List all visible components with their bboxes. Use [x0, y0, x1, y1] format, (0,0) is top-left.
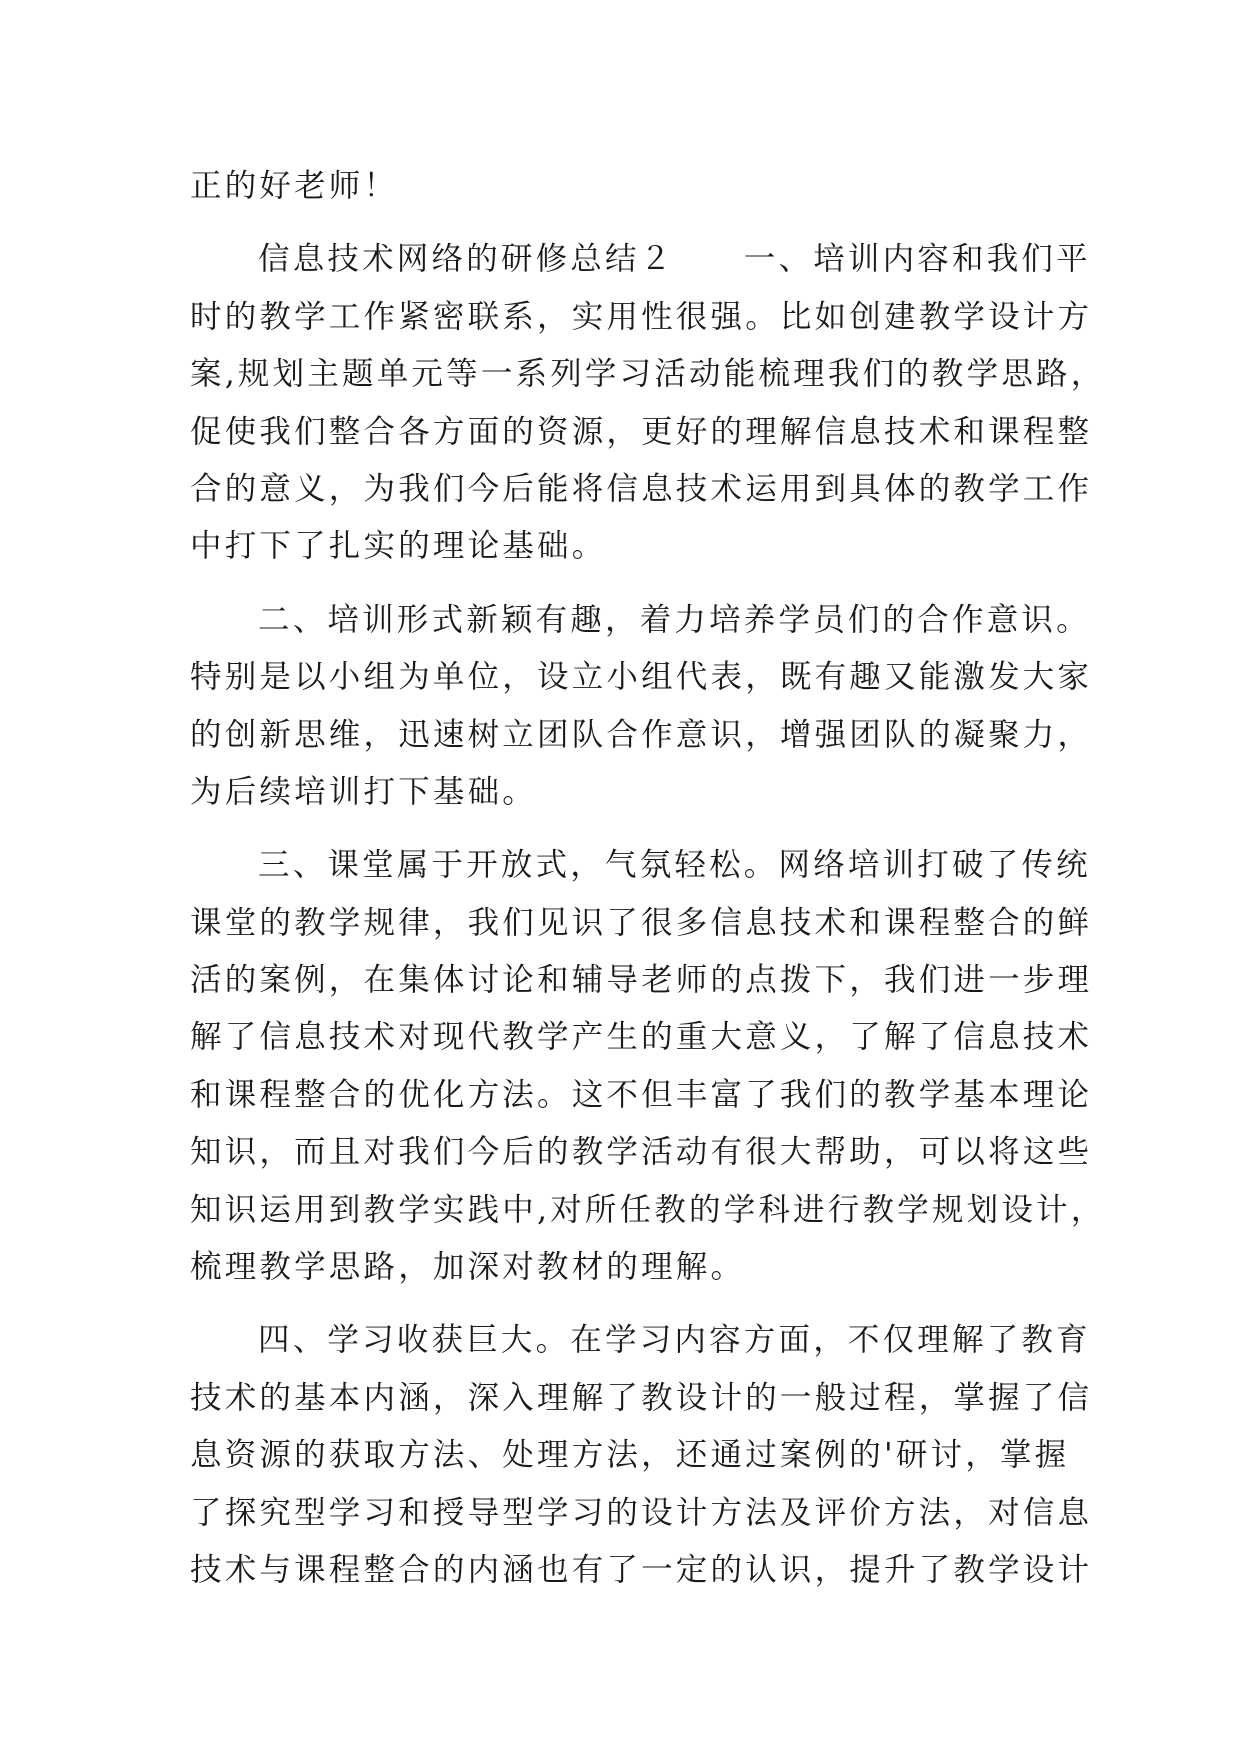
text-line: 知识，而且对我们今后的教学活动有很大帮助，可以将这些 [190, 1134, 1093, 1171]
text-line: 中打下了扎实的理论基础。 [190, 528, 607, 565]
paragraph-gap [190, 821, 1070, 837]
text-line: 合的意义，为我们今后能将信息技术运用到具体的教学工作 [190, 470, 1093, 507]
text-line: 和课程整合的优化方法。这不但丰富了我们的教学基本理论 [190, 1076, 1093, 1113]
paragraph-gap [190, 576, 1070, 592]
paragraph-first-line: 三、课堂属于开放式，气氛轻松。网络培训打破了传统 [258, 847, 1091, 884]
text-line: 案,规划主题单元等一系列学习活动能梳理我们的教学思路， [190, 356, 1106, 393]
text-line: 知识运用到教学实践中,对所任教的学科进行教学规划设计， [190, 1191, 1106, 1228]
document-body [190, 158, 1106, 1599]
paragraph-gap [190, 1296, 1070, 1312]
text-line: 活的案例，在集体讨论和辅导老师的点拨下，我们进一步理 [190, 962, 1093, 999]
text-line: 时的教学工作紧密联系，实用性很强。比如创建教学设计方 [190, 298, 1093, 335]
paragraph-first-line: 二、培训形式新颖有趣，着力培养学员们的合作意识。 [258, 601, 1091, 638]
text-line: 息资源的获取方法、处理方法，还通过案例的'研讨，掌握 [190, 1437, 1070, 1474]
text-line: 特别是以小组为单位，设立小组代表，既有趣又能激发大家 [190, 659, 1093, 696]
text-line: 的创新思维，迅速树立团队合作意识，增强团队的凝聚力， [190, 716, 1093, 753]
text-line: 课堂的教学规律，我们见识了很多信息技术和课程整合的鲜 [190, 904, 1093, 941]
paragraph-first-line: 四、学习收获巨大。在学习内容方面，不仅理解了教育 [258, 1322, 1091, 1359]
text-line: 技术的基本内涵，深入理解了教设计的一般过程，掌握了信 [190, 1379, 1093, 1416]
text-line: 促使我们整合各方面的资源，更好的理解信息技术和课程整 [190, 413, 1093, 450]
text-line: 解了信息技术对现代教学产生的重大意义，了解了信息技术 [190, 1019, 1093, 1056]
text-line: 技术与课程整合的内涵也有了一定的认识，提升了教学设计 [190, 1551, 1093, 1588]
text-line: 了探究型学习和授导型学习的设计方法及评价方法，对信息 [190, 1494, 1093, 1531]
text-line: 为后续培训打下基础。 [190, 773, 538, 810]
paragraph-first-line: 信息技术网络的研修总结２ 一、培训内容和我们平 [258, 241, 1091, 278]
text-line: 正的好老师！ [190, 168, 399, 204]
paragraph-gap [190, 215, 1070, 231]
text-line: 梳理教学思路，加深对教材的理解。 [190, 1249, 746, 1286]
